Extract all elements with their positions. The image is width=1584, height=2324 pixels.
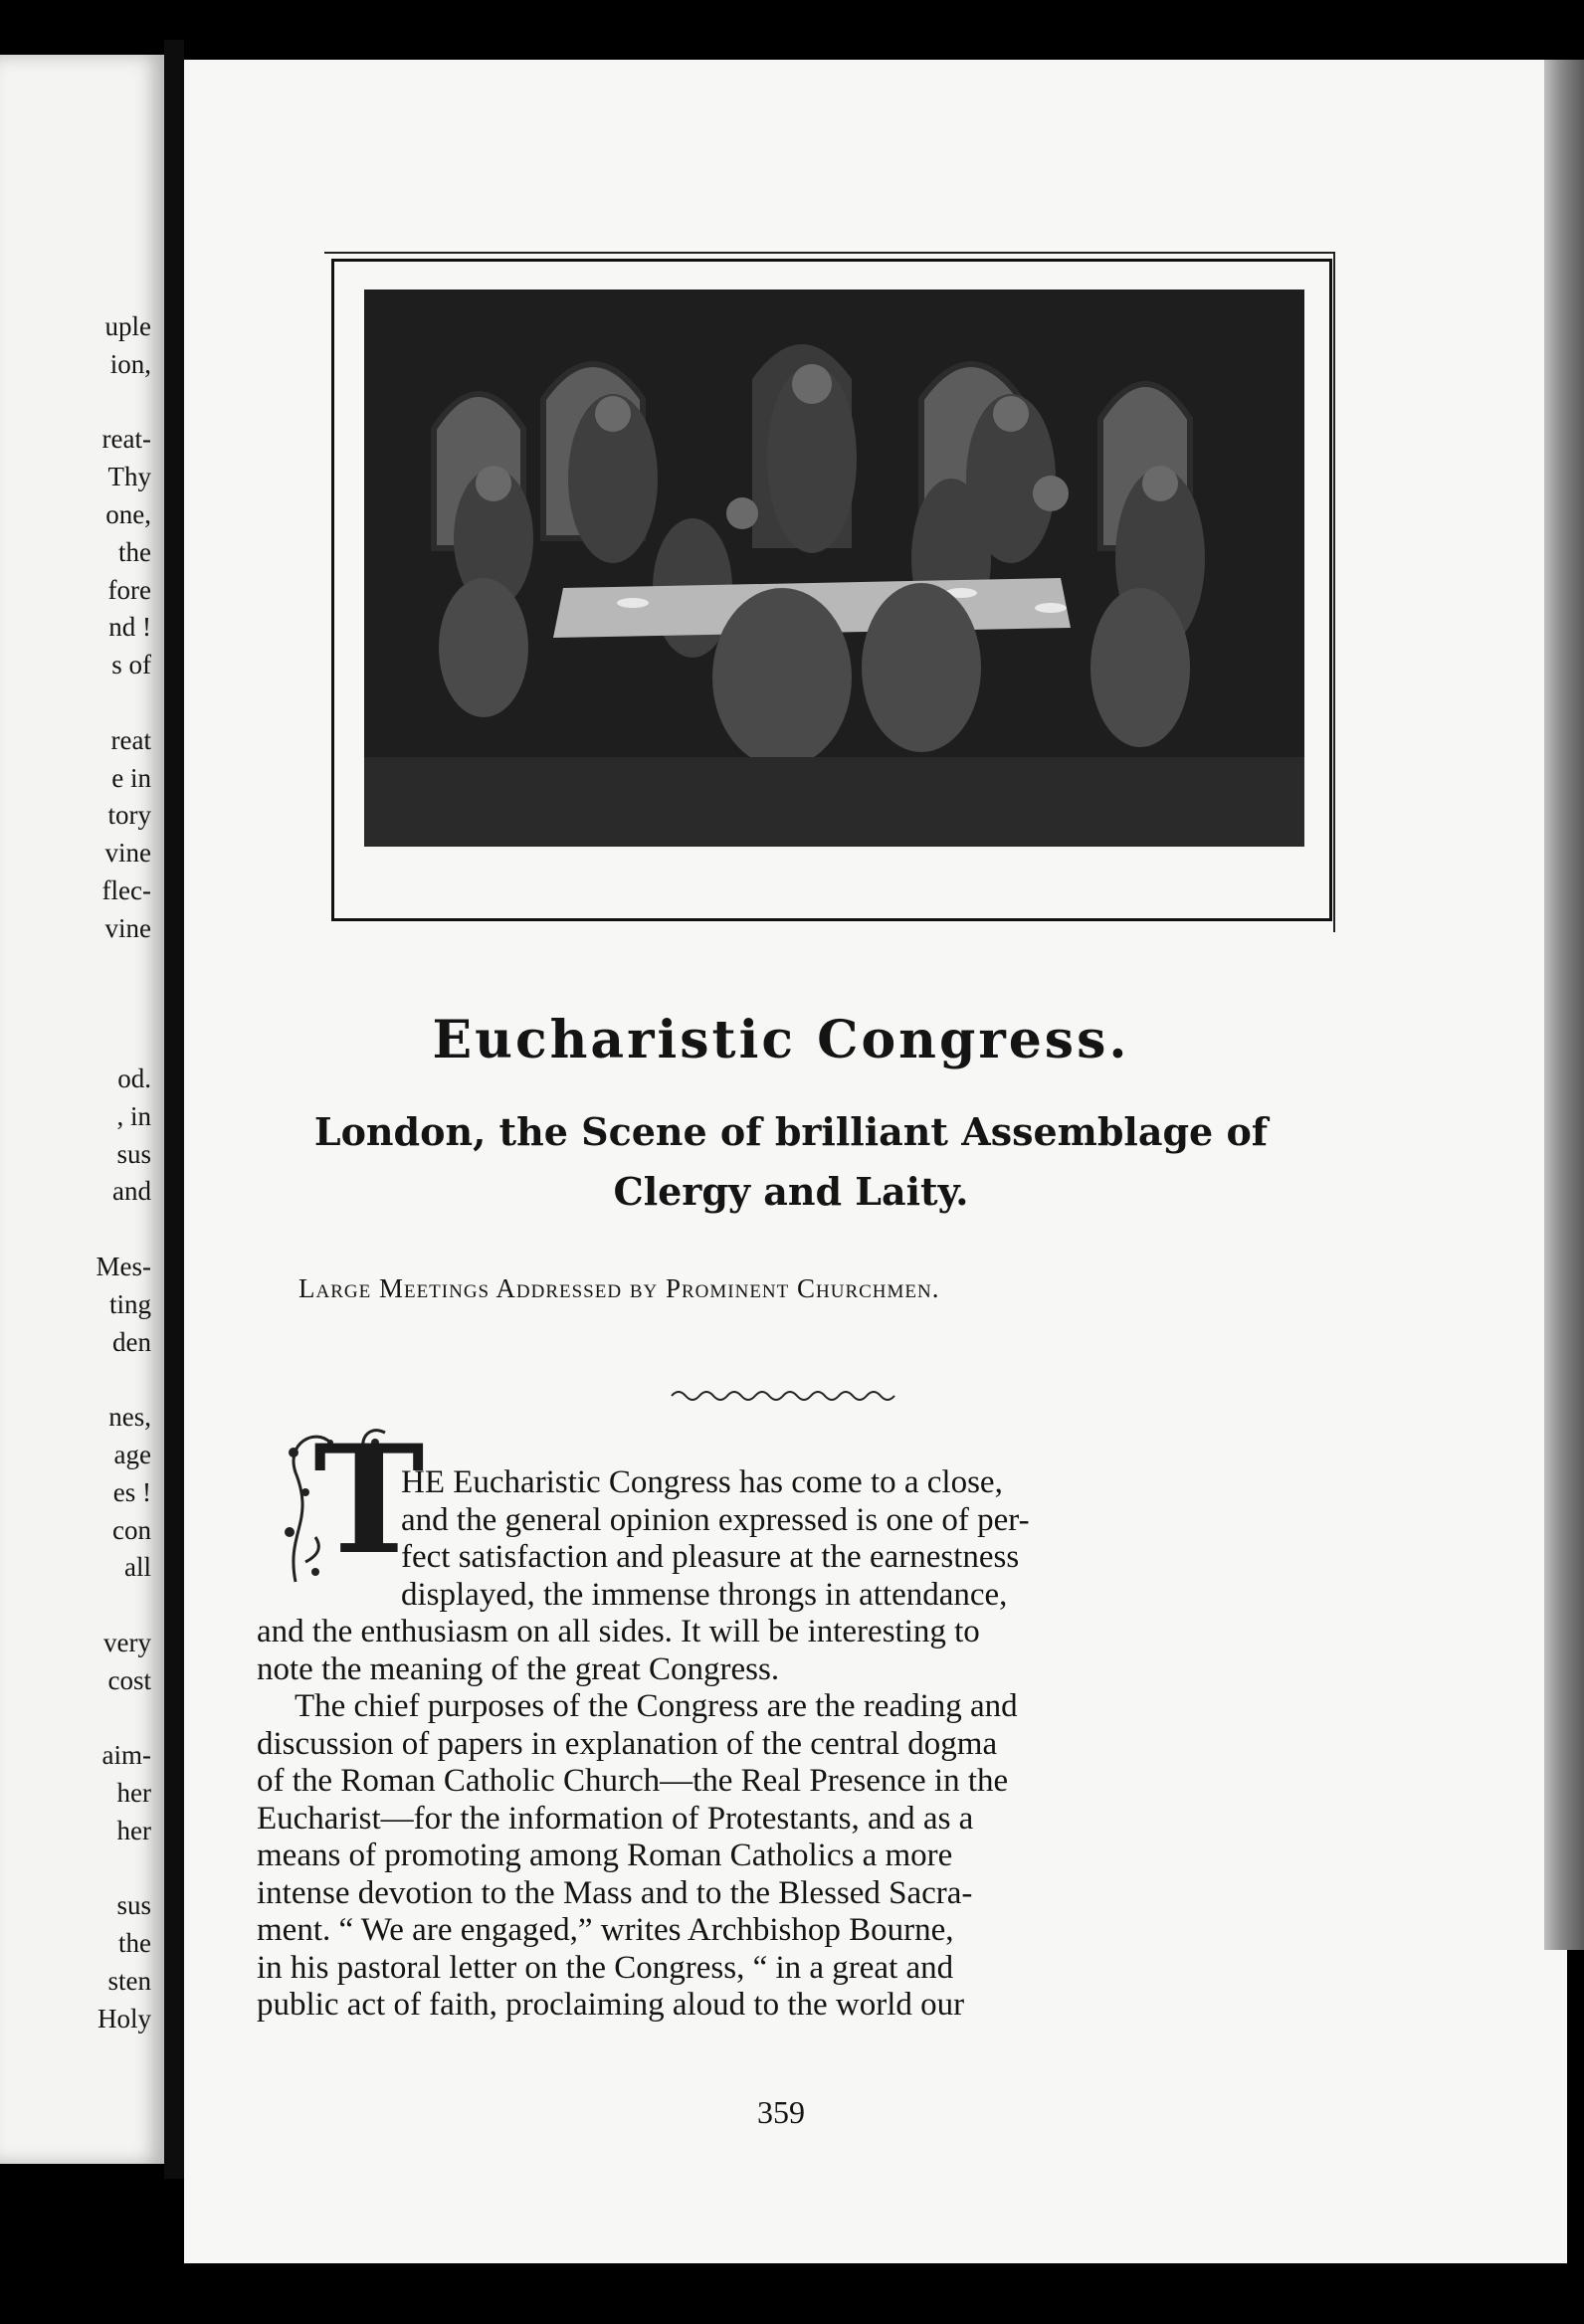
article-subtitle-line-2: Clergy and Laity. xyxy=(613,1169,969,1214)
page-number: 359 xyxy=(757,2094,805,2130)
page-edge-stack xyxy=(1544,60,1584,1950)
left-page-fragment xyxy=(0,684,159,722)
left-page-fragment xyxy=(0,384,159,422)
left-page-fragment: vine xyxy=(104,838,151,869)
left-page-fragment xyxy=(0,1850,159,1888)
left-page-fragment: ting xyxy=(108,1288,151,1319)
article-body xyxy=(257,1464,1296,2025)
left-facing-page xyxy=(0,55,167,2164)
left-page-fragment: con xyxy=(112,1514,151,1545)
left-page-fragment: flec- xyxy=(101,874,151,905)
left-page-fragment: sus xyxy=(116,1138,151,1169)
left-page-fragment: od. xyxy=(117,1063,151,1093)
left-page-fragment xyxy=(0,1211,159,1249)
left-page-fragment: nd ! xyxy=(108,612,151,643)
body-line: note the meaning of the great Congress. xyxy=(257,1650,780,1687)
body-line: and the enthusiasm on all sides. It will be interesting to xyxy=(257,1614,980,1649)
article-kicker: Large Meetings Addressed by Prominent Churchmen. xyxy=(298,1273,940,1303)
body-line: Eucharist—for the information of Protestants, and as a xyxy=(257,1800,974,1837)
body-line: fect satisfaction and pleasure at the earnestness xyxy=(401,1539,1020,1575)
left-page-fragment: reat- xyxy=(101,424,151,455)
left-page-fragment: vine xyxy=(104,912,151,943)
left-page-fragment: cost xyxy=(107,1664,151,1695)
illustration-artwork xyxy=(364,290,1304,847)
left-page-fragment: , in xyxy=(116,1100,151,1131)
left-page-fragment: tory xyxy=(107,800,151,831)
article-title: Eucharistic Congress. xyxy=(432,1010,1130,1070)
body-line: The chief purposes of the Congress are the reading and xyxy=(295,1688,1018,1724)
left-page-fragment: very xyxy=(103,1627,151,1657)
body-line: displayed, the immense throngs in attendance, xyxy=(401,1576,1008,1613)
drop-cap-letter: T xyxy=(313,1413,425,1588)
left-page-fragment: the xyxy=(118,1928,151,1959)
left-page-fragment: uple xyxy=(104,311,151,341)
left-page-fragment: all xyxy=(124,1552,151,1583)
right-page xyxy=(184,60,1567,2263)
left-page-fragment xyxy=(0,985,159,1023)
left-page-fragment: den xyxy=(112,1326,151,1357)
left-page-fragment: sus xyxy=(116,1890,151,1921)
book-gutter xyxy=(164,40,184,2179)
body-line: of the Roman Catholic Church—the Real Presence in the xyxy=(257,1763,1009,1799)
body-line: intense devotion to the Mass and to the Blessed Sacra- xyxy=(257,1874,973,1911)
left-page-fragment: nes, xyxy=(108,1402,151,1433)
left-page-fragment: the xyxy=(118,536,151,567)
left-page-fragment: Mes- xyxy=(96,1251,151,1281)
illustration-frame xyxy=(331,259,1332,921)
left-page-fragment xyxy=(0,1361,159,1399)
left-page-fragment xyxy=(0,1587,159,1625)
left-page-fragment: ion, xyxy=(109,348,151,379)
body-line: public act of faith, proclaiming aloud to the world our xyxy=(257,1987,965,2023)
left-page-fragment: fore xyxy=(107,574,151,605)
left-page-fragment: e in xyxy=(111,762,151,793)
left-page-fragment: reat xyxy=(110,724,151,755)
left-page-fragment: one, xyxy=(105,498,151,529)
body-line: discussion of papers in explanation of the central dogma xyxy=(257,1725,998,1762)
body-line: in his pastoral letter on the Congress, “ in a great and xyxy=(257,1949,954,1986)
left-page-fragment: sten xyxy=(107,1966,151,1997)
body-line: and the general opinion expressed is one of per- xyxy=(401,1501,1030,1538)
article-subtitle-line-1: London, the Scene of brilliant Assemblage of xyxy=(313,1109,1269,1154)
wave-ornament xyxy=(672,1383,900,1409)
left-page-fragment: Holy xyxy=(98,2003,151,2034)
left-page-fragment xyxy=(0,1699,159,1737)
left-page-fragment: aim- xyxy=(101,1740,151,1771)
left-page-fragment xyxy=(0,1023,159,1061)
last-supper-illustration xyxy=(364,290,1304,847)
left-page-fragment xyxy=(0,948,159,986)
left-page-fragment: and xyxy=(112,1176,151,1207)
left-page-fragment: her xyxy=(116,1815,151,1845)
left-page-fragment: Thy xyxy=(107,462,151,492)
body-line: means of promoting among Roman Catholics a more xyxy=(257,1838,953,1873)
body-line: HE Eucharistic Congress has come to a close, xyxy=(401,1464,1003,1500)
left-page-fragment: es ! xyxy=(112,1476,151,1507)
left-page-text-fragments xyxy=(0,308,159,2038)
body-line: ment. “ We are engaged,” writes Archbishop Bourne, xyxy=(257,1912,954,1948)
left-page-fragment: age xyxy=(113,1439,151,1469)
left-page-fragment: s of xyxy=(111,650,151,680)
left-page-fragment: her xyxy=(116,1778,151,1809)
